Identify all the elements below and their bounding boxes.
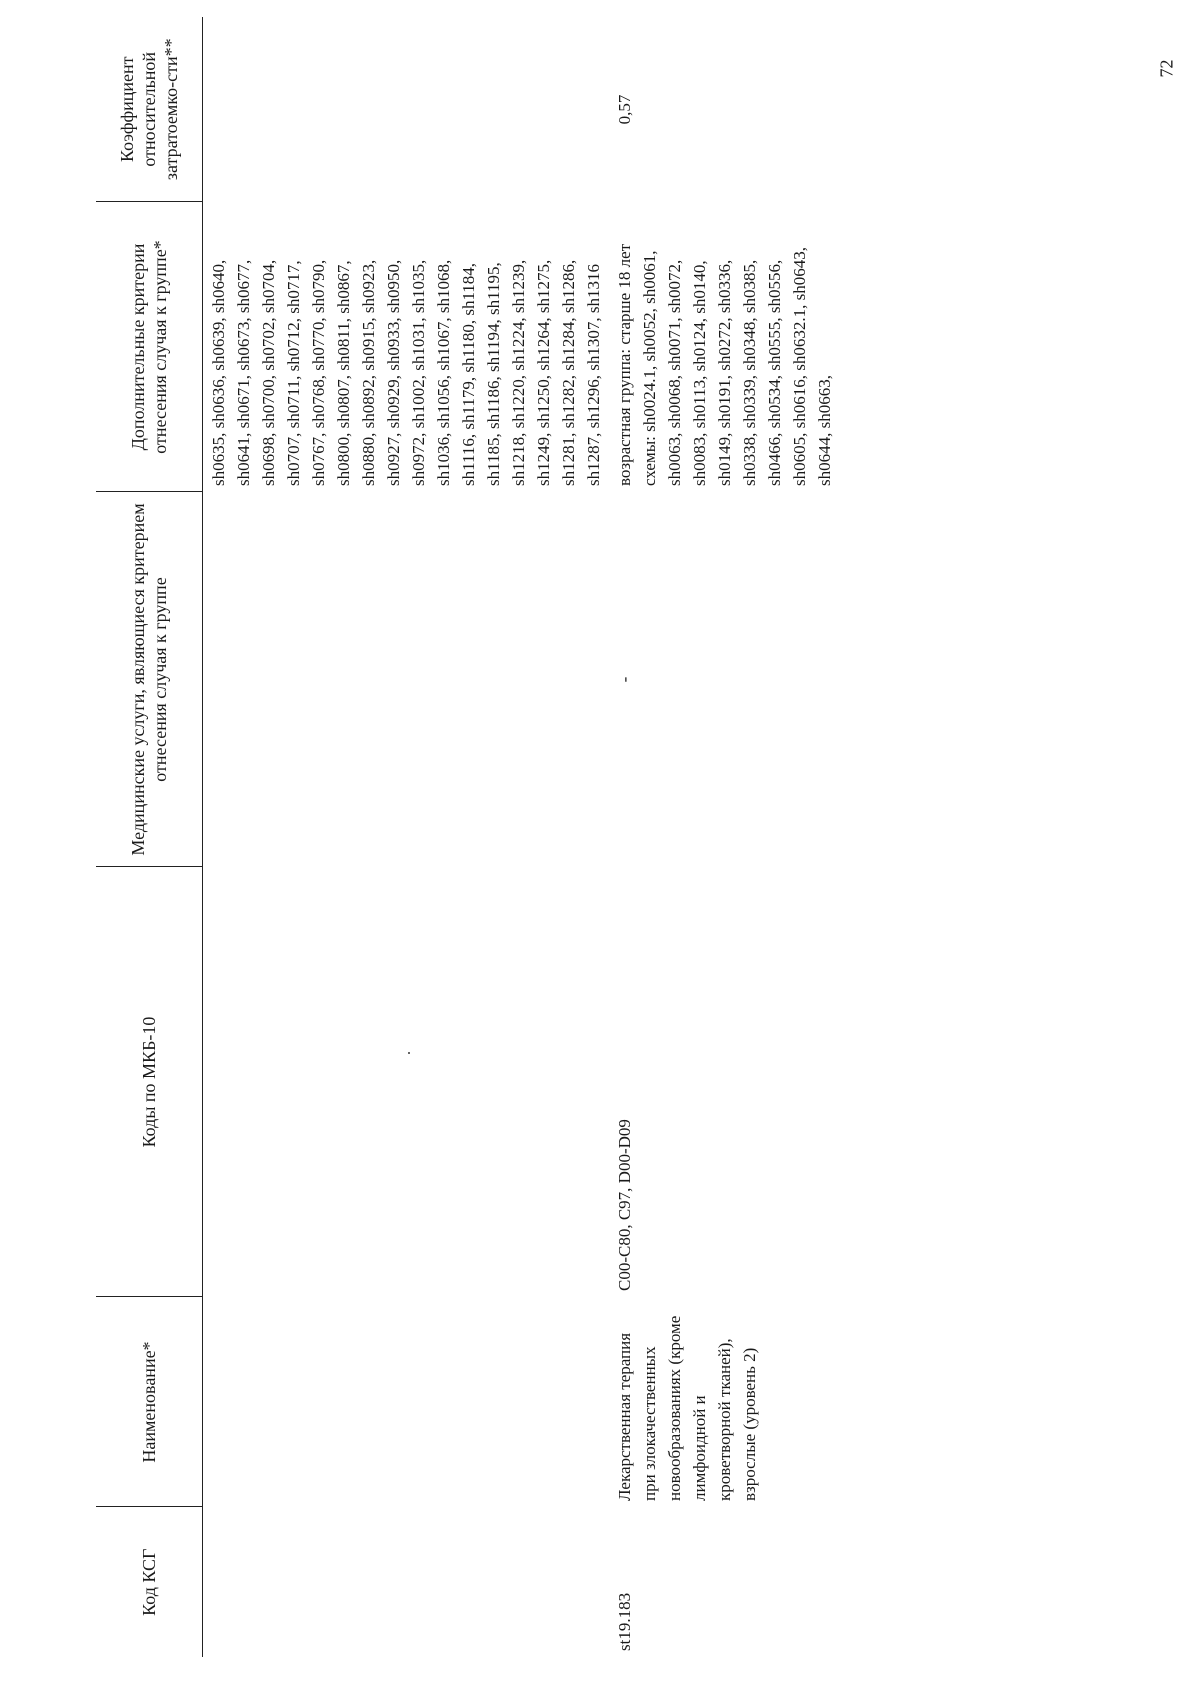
table-row bbox=[203, 17, 610, 1657]
header-coefficient: Коэффициент относительной затратоемко-сти** bbox=[96, 17, 203, 202]
cell-name: Лекарственная терапия при злокачественных новообразованиях (кроме лимфоидной и кроветворной тканей), взрослые (уровень 2) bbox=[615, 1315, 759, 1501]
header-code: Код КСГ bbox=[96, 1507, 203, 1657]
cell-mkb: C00-C80, C97, D00-D09 bbox=[615, 1119, 634, 1291]
cell-mkb bbox=[203, 867, 610, 1297]
header-additional-criteria: Дополнительные критерии отнесения случая к группе* bbox=[96, 202, 203, 492]
cell-code: st19.183 bbox=[615, 1592, 634, 1651]
ksg-table bbox=[96, 17, 840, 1657]
table-row bbox=[609, 17, 840, 1657]
cell-coefficient bbox=[203, 17, 610, 202]
table-header-row bbox=[96, 17, 203, 1657]
cell-code bbox=[203, 1507, 610, 1657]
cell-additional-criteria: sh0635, sh0636, sh0639, sh0640, sh0641, sh0671, sh0673, sh0677, sh0698, sh0700, sh0702, sh0704, sh0707, sh0711, sh0712, sh0717, sh0767, sh0768, sh0770, sh0790, sh0800, sh0807, sh0811, sh0867, sh0880, sh0892, sh0915, sh0923, sh0927, sh0929, sh0933, sh0950, sh0972, sh1002, sh1031, sh1035, sh1036, sh1056, sh1067, sh1068, sh1116, sh1179, sh1180, sh1184, sh1185, sh1186, sh1194, sh1195, sh1218, sh1220, sh1224, sh1239, sh1249, sh1250, sh1264, sh1275, sh1281, sh1282, sh1284, sh1286, sh1287, sh1296, sh1307, sh1316 bbox=[209, 259, 603, 486]
cell-additional-criteria: возрастная группа: старше 18 лет схемы: sh0024.1, sh0052, sh0061, sh0063, sh0068, sh0071, sh0072, sh0083, sh0113, sh0124, sh0140, sh0149, sh0191, sh0272, sh0336, sh0338, sh0339, sh0348, sh0385, sh0466, sh0534, sh0555, sh0556, sh0605, sh0616, sh0632.1, sh0643, sh0644, sh0663, bbox=[615, 243, 834, 486]
cell-coefficient: 0,57 bbox=[615, 94, 634, 125]
cell-medical-services: - bbox=[615, 676, 634, 683]
cell-name bbox=[203, 1297, 610, 1507]
header-medical-services: Медицинские услуги, являющиеся критерием отнесения случая к группе bbox=[96, 492, 203, 867]
cell-medical-services bbox=[203, 492, 610, 867]
header-mkb: Коды по МКБ-10 bbox=[96, 867, 203, 1297]
page-number: 72 bbox=[1156, 59, 1177, 78]
header-name: Наименование* bbox=[96, 1297, 203, 1507]
